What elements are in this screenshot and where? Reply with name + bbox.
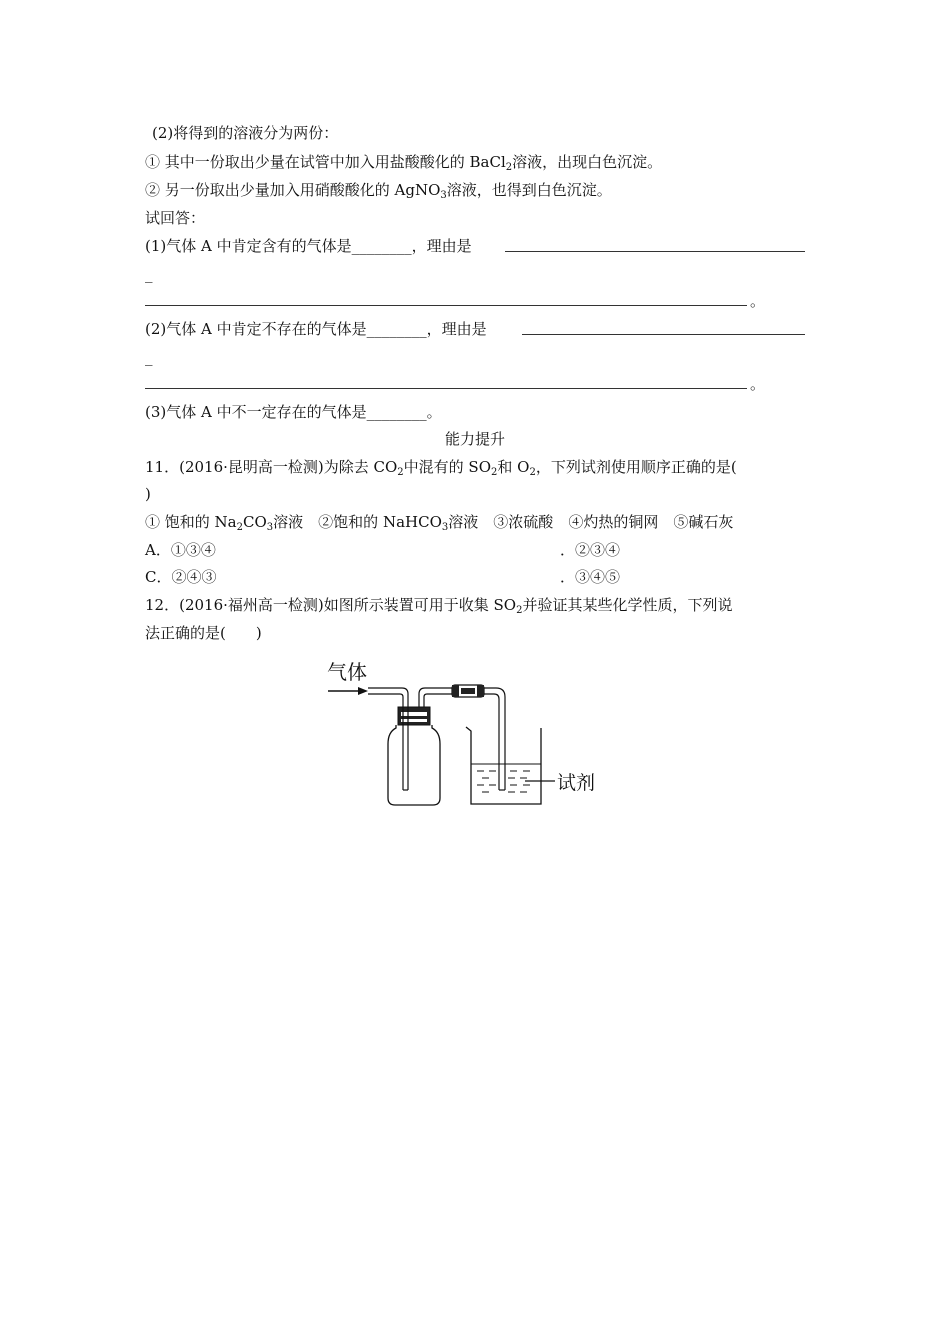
reagent-list: ① 饱和的 $Na_2CO_3$溶液 ②饱和的 NaHCO$_3$溶液 ③浓硫酸 ④灼热的铜网 ⑤碱石灰 [145,513,734,533]
option-row-1 [145,540,621,560]
gas-label: 气体 [327,660,367,684]
answer-blank-line[interactable] [505,251,805,252]
question-11-stem: 11．(2016·昆明高一检测)为除去 $CO_2$中混有的 $SO_2$和 $O_2$，下列试剂使用顺序正确的是( [145,458,737,478]
question-11-stem-close: ) [145,485,151,503]
gas-inlet-arrow [328,687,368,695]
delivery-tube [484,688,505,790]
question-12-stem: 12．(2016·福州高一检测)如图所示装置可用于收集 $SO_2$并验证其某些化学性质，下列说 [145,596,733,616]
answer-blank-dash: _ [145,348,153,366]
inlet-tube [368,688,408,790]
option-row-2 [145,567,621,587]
reagent-liquid [477,771,530,792]
observation-2: ② 另一份取出少量加入用硝酸酸化的 AgNO$_3$溶液，也得到白色沉淀。 [145,181,612,201]
part2-intro: (2)将得到的溶液分为两份： [152,124,339,142]
question-1-text: (1)气体 A 中肯定含有的气体是________，理由是 [145,237,472,255]
gas-bottle [388,725,440,805]
question-2-text: (2)气体 A 中肯定不存在的气体是________，理由是 [145,320,487,338]
option-d[interactable]: ．③④⑤ [560,568,621,586]
rubber-connector [452,685,484,697]
question-3-text: (3)气体 A 中不一定存在的气体是________。 [145,403,442,421]
answer-blank-line[interactable] [522,334,805,335]
reagent-label: 试剂 [557,772,596,794]
beaker [466,727,541,804]
option-c[interactable]: C．②④③ [145,568,217,586]
answer-prompt: 试回答： [145,209,206,227]
section-title: 能力提升 [444,430,505,448]
option-a[interactable]: A．①③④ [145,541,216,559]
bottle-stopper [398,707,430,725]
option-b[interactable]: ．②③④ [560,541,621,559]
outlet-tube [419,688,452,707]
question-2-end: 。 [750,375,766,393]
observation-1: ① 其中一份取出少量在试管中加入用盐酸酸化的 BaCl$_2$溶液，出现白色沉淀。 [145,153,663,173]
question-12-stem-cont: 法正确的是( ) [145,624,262,642]
answer-blank-line[interactable] [145,388,747,389]
answer-blank-line[interactable] [145,305,747,306]
answer-blank-dash: _ [145,265,153,283]
question-1-end: 。 [750,292,766,310]
